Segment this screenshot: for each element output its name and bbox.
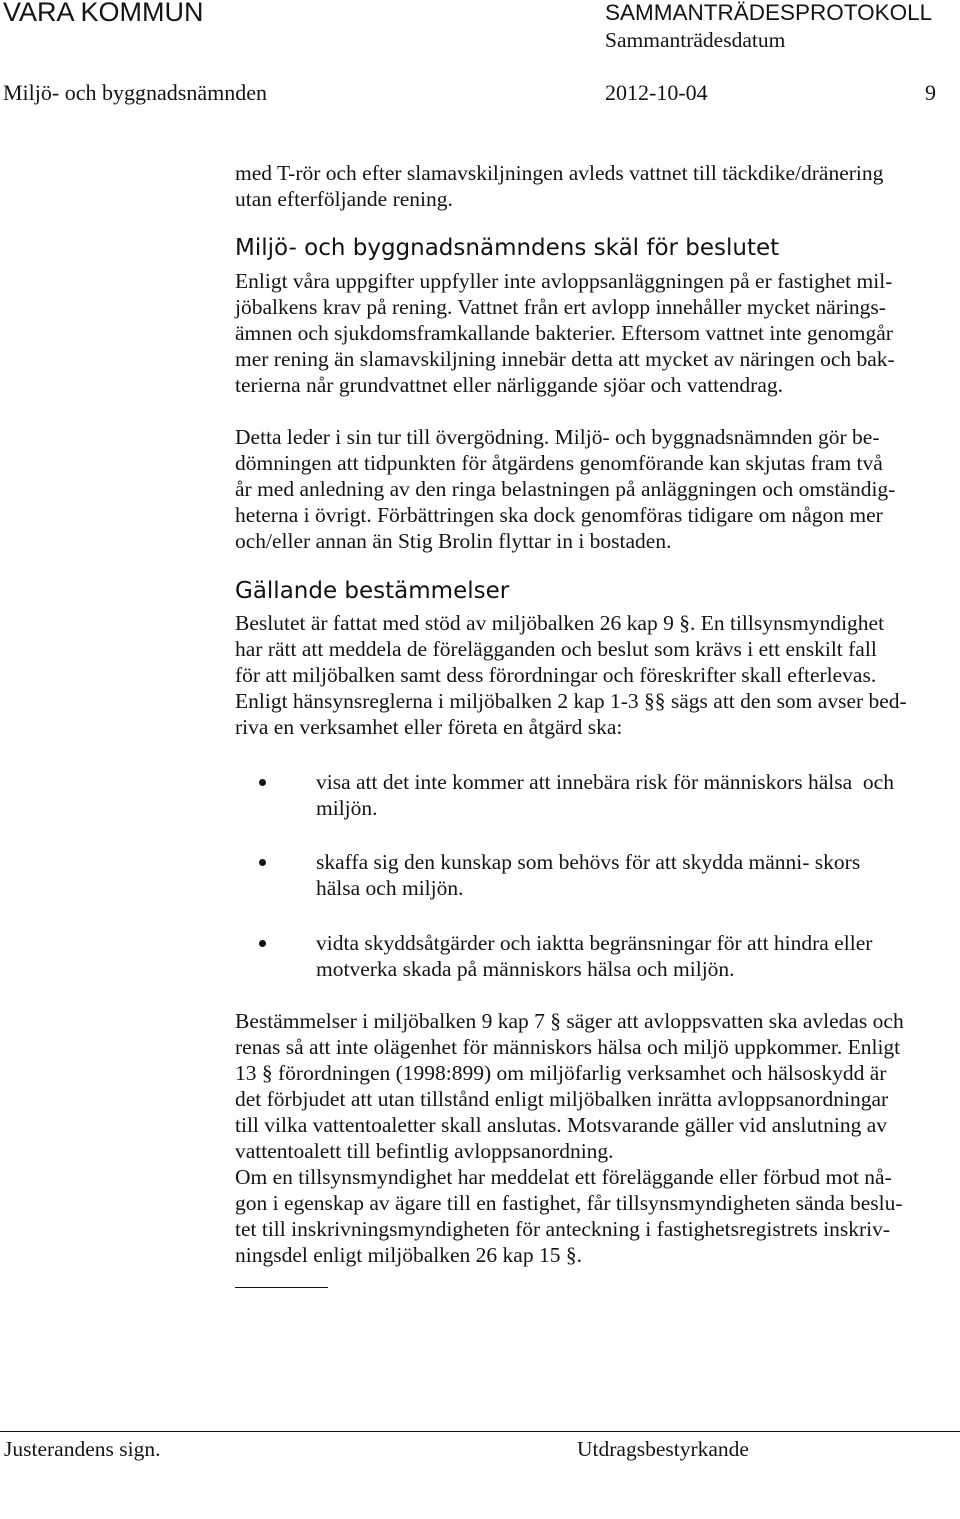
meeting-date: 2012-10-04: [605, 80, 708, 105]
bullet-line: skaffa sig den kunskap som behövs för att skydda männi- skors: [316, 850, 861, 874]
paragraph-line: ningsdel enligt miljöbalken 26 kap 15 §.: [235, 1243, 582, 1267]
paragraph-line: Beslutet är fattat med stöd av miljöbalken 26 kap 9 §. En tillsynsmyndighet: [235, 611, 885, 635]
bullet-line: vidta skyddsåtgärder och iaktta begränsningar för att hindra eller: [316, 931, 873, 955]
bullet-icon: [259, 779, 266, 786]
paragraph-line: till vilka vattentoaletter skall anslutas. Motsvarande gäller vid anslutning av: [235, 1113, 888, 1137]
bullet-icon: [259, 859, 266, 866]
date-label: Sammanträdesdatum: [605, 28, 786, 52]
paragraph-line: Bestämmelser i miljöbalken 9 kap 7 § säger att avloppsvatten ska avledas och: [235, 1009, 904, 1033]
paragraph-line: mer rening än slamavskiljning innebär detta att mycket av näringen och bak-: [235, 347, 895, 371]
paragraph-regulations: [235, 610, 907, 740]
page-number: 9: [925, 80, 936, 105]
bullet-item: [316, 930, 872, 982]
paragraph-line: jöbalkens krav på rening. Vattnet från ert avlopp innehåller mycket närings-: [235, 295, 886, 319]
paragraph-line: och/eller annan än Stig Brolin flyttar in i bostaden.: [235, 529, 672, 553]
bullet-item: [316, 849, 860, 901]
bullet-icon: [259, 940, 266, 947]
paragraph-line: Enligt våra uppgifter uppfyller inte avloppsanläggningen på er fastighet mil-: [235, 269, 893, 293]
paragraph-line: 13 § förordningen (1998:899) om miljöfarlig verksamhet och hälsoskydd är: [235, 1061, 887, 1085]
section-heading-regulations: Gällande bestämmelser: [235, 578, 510, 604]
paragraph-line: ämnen och sjukdomsframkallande bakterier. Eftersom vattnet inte genomgår: [235, 321, 893, 345]
paragraph-line: år med anledning av den ringa belastningen på anläggningen och omständig-: [235, 477, 896, 501]
paragraph-line: har rätt att meddela de förelägganden och beslut som krävs i ett enskilt fall: [235, 637, 877, 661]
paragraph-line: renas så att inte olägenhet för människors hälsa och miljö uppkommer. Enligt: [235, 1035, 901, 1059]
org-name: VARA KOMMUN: [3, 0, 204, 27]
doc-type-title: SAMMANTRÄDESPROTOKOLL: [605, 0, 933, 25]
paragraph-line: det förbjudet att utan tillstånd enligt miljöbalken inrätta avloppsanordningar: [235, 1087, 889, 1111]
bullet-line: miljön.: [316, 796, 378, 820]
bullet-line: hälsa och miljön.: [316, 876, 464, 900]
section-heading-reasons: Miljö- och byggnadsnämndens skäl för beslutet: [235, 235, 780, 261]
paragraph-line: heterna i övrigt. Förbättringen ska dock genomföras tidigare om någon mer: [235, 503, 883, 527]
end-separator-rule: [235, 1287, 328, 1288]
paragraph-line: vattentoalett till befintlig avloppsanordning.: [235, 1139, 614, 1163]
committee-name: Miljö- och byggnadsnämnden: [3, 80, 267, 105]
paragraph-provisions: [235, 1008, 904, 1268]
bullet-line: motverka skada på människors hälsa och miljön.: [316, 957, 735, 981]
paragraph-line: utan efterföljande rening.: [235, 187, 453, 211]
paragraph-line: Detta leder i sin tur till övergödning. Miljö- och byggnadsnämnden gör be-: [235, 425, 880, 449]
footer-rule: [0, 1431, 960, 1432]
paragraph-reasons: [235, 268, 895, 398]
paragraph-line: gon i egenskap av ägare till en fastighet, får tillsynsmyndigheten sända beslu-: [235, 1191, 903, 1215]
paragraph-line: med T-rör och efter slamavskiljningen avleds vattnet till täckdike/dränering: [235, 161, 884, 185]
signature-label: Justerandens sign.: [4, 1437, 161, 1461]
paragraph-line: Om en tillsynsmyndighet har meddelat ett föreläggande eller förbud mot nå-: [235, 1165, 892, 1189]
paragraph-line: dömningen att tidpunkten för åtgärdens genomförande kan skjutas fram två: [235, 451, 883, 475]
paragraph-assessment: [235, 424, 895, 554]
certification-label: Utdragsbestyrkande: [577, 1437, 749, 1461]
paragraph-intro: [235, 160, 883, 212]
paragraph-line: Enligt hänsynsreglerna i miljöbalken 2 kap 1-3 §§ sägs att den som avser bed-: [235, 689, 907, 713]
paragraph-line: riva en verksamhet eller företa en åtgärd ska:: [235, 715, 623, 739]
bullet-item: [316, 769, 894, 821]
bullet-line: visa att det inte kommer att innebära risk för människors hälsa och: [316, 770, 894, 794]
paragraph-line: terierna når grundvattnet eller närliggande sjöar och vattendrag.: [235, 373, 784, 397]
paragraph-line: för att miljöbalken samt dess förordningar och föreskrifter skall efterlevas.: [235, 663, 877, 687]
paragraph-line: tet till inskrivningsmyndigheten för anteckning i fastighetsregistrets inskriv-: [235, 1217, 891, 1241]
